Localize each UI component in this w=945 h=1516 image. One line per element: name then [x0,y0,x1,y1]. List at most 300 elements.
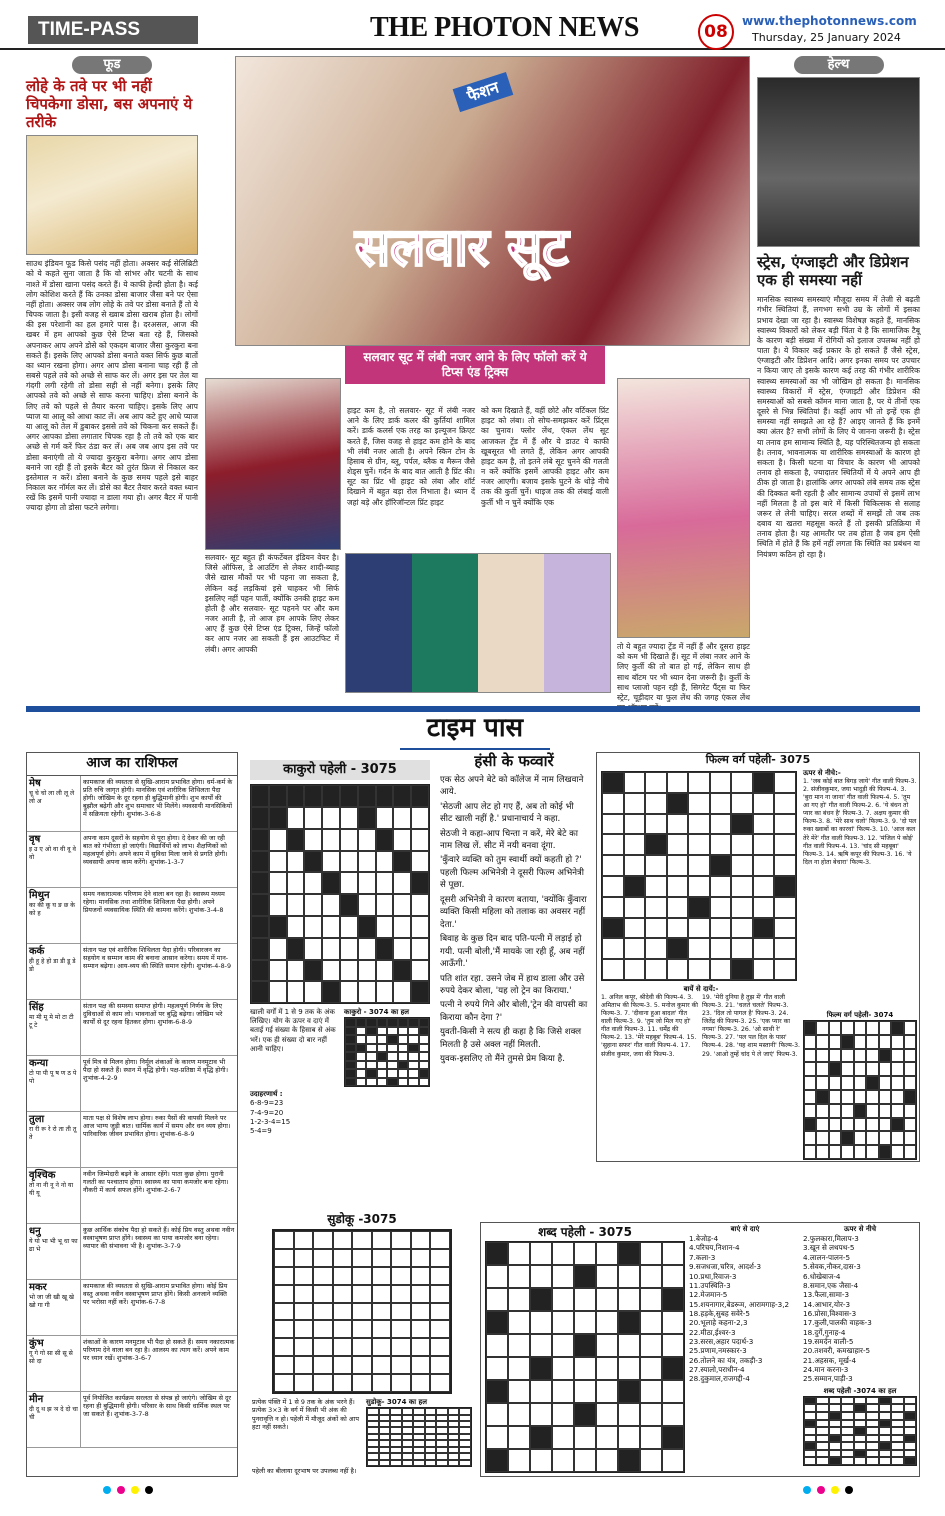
grid-cell[interactable] [904,1049,916,1063]
grid-cell[interactable] [618,1288,640,1311]
grid-cell[interactable] [804,1427,816,1435]
grid-cell[interactable] [333,1338,353,1356]
grid-cell[interactable] [530,1311,552,1334]
grid-cell[interactable] [358,829,376,851]
grid-cell[interactable] [879,1021,891,1035]
grid-cell[interactable] [774,918,796,939]
grid-cell[interactable] [413,1460,425,1466]
grid-cell[interactable] [333,1249,353,1267]
grid-cell[interactable] [804,1062,816,1076]
grid-cell[interactable] [287,960,305,982]
grid-cell[interactable] [313,1267,333,1285]
grid-cell[interactable] [645,855,667,876]
grid-cell[interactable] [667,814,689,835]
grid-cell[interactable] [398,1027,409,1036]
grid-cell[interactable] [274,1374,294,1392]
grid-cell[interactable] [879,1435,891,1443]
grid-cell[interactable] [274,1249,294,1267]
grid-cell[interactable] [866,1021,878,1035]
grid-cell[interactable] [356,1069,367,1078]
grid-cell[interactable] [624,959,646,980]
grid-cell[interactable] [710,959,732,980]
grid-cell[interactable] [904,1397,916,1405]
grid-cell[interactable] [411,1231,431,1249]
grid-cell[interactable] [774,897,796,918]
grid-cell[interactable] [854,1021,866,1035]
grid-cell[interactable] [322,916,340,938]
grid-cell[interactable] [269,960,287,982]
grid-cell[interactable] [879,1427,891,1435]
grid-cell[interactable] [393,981,411,1003]
grid-cell[interactable] [530,1242,552,1265]
grid-cell[interactable] [294,1249,314,1267]
grid-cell[interactable] [387,1052,398,1061]
grid-cell[interactable] [411,1320,431,1338]
grid-cell[interactable] [448,1460,460,1466]
grid-cell[interactable] [774,855,796,876]
grid-cell[interactable] [866,1442,878,1450]
grid-cell[interactable] [774,834,796,855]
grid-cell[interactable] [436,1460,448,1466]
grid-cell[interactable] [662,1403,684,1426]
grid-cell[interactable] [804,1131,816,1145]
grid-cell[interactable] [624,938,646,959]
grid-cell[interactable] [313,1320,333,1338]
grid-cell[interactable] [774,772,796,793]
grid-cell[interactable] [904,1420,916,1428]
grid-cell[interactable] [904,1442,916,1450]
grid-cell[interactable] [411,807,429,829]
grid-cell[interactable] [618,1265,640,1288]
grid-cell[interactable] [841,1420,853,1428]
grid-cell[interactable] [774,959,796,980]
grid-cell[interactable] [866,1427,878,1435]
grid-cell[interactable] [710,793,732,814]
grid-cell[interactable] [372,1338,392,1356]
grid-cell[interactable] [376,916,394,938]
grid-cell[interactable] [322,829,340,851]
grid-cell[interactable] [366,1078,377,1087]
grid-cell[interactable] [269,851,287,873]
grid-cell[interactable] [879,1118,891,1132]
grid-cell[interactable] [804,1404,816,1412]
grid-cell[interactable] [841,1021,853,1035]
grid-cell[interactable] [419,1044,430,1053]
grid-cell[interactable] [358,960,376,982]
grid-cell[interactable] [731,938,753,959]
grid-cell[interactable] [596,1403,618,1426]
grid-cell[interactable] [552,1311,574,1334]
grid-cell[interactable] [340,851,358,873]
grid-cell[interactable] [356,1061,367,1070]
grid-cell[interactable] [377,1078,388,1087]
grid-cell[interactable] [829,1404,841,1412]
grid-cell[interactable] [841,1090,853,1104]
grid-cell[interactable] [904,1104,916,1118]
grid-cell[interactable] [411,1303,431,1321]
grid-cell[interactable] [398,1044,409,1053]
grid-cell[interactable] [552,1242,574,1265]
grid-cell[interactable] [891,1442,903,1450]
grid-cell[interactable] [366,1061,377,1070]
grid-cell[interactable] [804,1076,816,1090]
grid-cell[interactable] [377,1035,388,1044]
grid-cell[interactable] [377,1069,388,1078]
grid-cell[interactable] [340,807,358,829]
grid-cell[interactable] [287,872,305,894]
grid-cell[interactable] [688,876,710,897]
grid-cell[interactable] [710,814,732,835]
grid-cell[interactable] [430,1303,450,1321]
grid-cell[interactable] [391,1374,411,1392]
grid-cell[interactable] [854,1076,866,1090]
grid-cell[interactable] [829,1420,841,1428]
grid-cell[interactable] [640,1242,662,1265]
grid-cell[interactable] [667,855,689,876]
grid-cell[interactable] [376,960,394,982]
grid-cell[interactable] [411,1338,431,1356]
grid-cell[interactable] [866,1090,878,1104]
grid-cell[interactable] [274,1320,294,1338]
grid-cell[interactable] [596,1357,618,1380]
grid-cell[interactable] [804,1412,816,1420]
grid-cell[interactable] [322,938,340,960]
grid-cell[interactable] [904,1021,916,1035]
grid-cell[interactable] [854,1062,866,1076]
grid-cell[interactable] [333,1303,353,1321]
grid-cell[interactable] [366,1035,377,1044]
grid-cell[interactable] [398,1069,409,1078]
grid-cell[interactable] [841,1049,853,1063]
grid-cell[interactable] [904,1035,916,1049]
grid-cell[interactable] [411,916,429,938]
grid-cell[interactable] [304,829,322,851]
grid-cell[interactable] [816,1435,828,1443]
grid-cell[interactable] [356,1052,367,1061]
grid-cell[interactable] [486,1357,508,1380]
grid-cell[interactable] [387,1061,398,1070]
grid-cell[interactable] [304,938,322,960]
grid-cell[interactable] [816,1049,828,1063]
grid-cell[interactable] [596,1426,618,1449]
grid-cell[interactable] [391,1267,411,1285]
grid-cell[interactable] [508,1242,530,1265]
grid-cell[interactable] [387,1027,398,1036]
grid-cell[interactable] [294,1303,314,1321]
grid-cell[interactable] [816,1404,828,1412]
grid-cell[interactable] [645,959,667,980]
grid-cell[interactable] [710,897,732,918]
grid-cell[interactable] [530,1403,552,1426]
grid-cell[interactable] [640,1311,662,1334]
grid-cell[interactable] [372,1320,392,1338]
grid-cell[interactable] [294,1338,314,1356]
grid-cell[interactable] [294,1374,314,1392]
grid-cell[interactable] [891,1435,903,1443]
grid-cell[interactable] [287,916,305,938]
grid-cell[interactable] [602,814,624,835]
grid-cell[interactable] [618,1403,640,1426]
grid-cell[interactable] [530,1380,552,1403]
grid-cell[interactable] [376,807,394,829]
grid-cell[interactable] [618,1426,640,1449]
grid-cell[interactable] [372,1374,392,1392]
grid-cell[interactable] [408,1078,419,1087]
grid-cell[interactable] [816,1442,828,1450]
grid-cell[interactable] [313,1338,333,1356]
grid-cell[interactable] [624,897,646,918]
grid-cell[interactable] [313,1303,333,1321]
grid-cell[interactable] [411,1249,431,1267]
grid-cell[interactable] [430,1374,450,1392]
grid-cell[interactable] [411,1267,431,1285]
grid-cell[interactable] [753,793,775,814]
grid-cell[interactable] [552,1403,574,1426]
grid-cell[interactable] [411,960,429,982]
grid-cell[interactable] [372,1231,392,1249]
grid-cell[interactable] [391,1231,411,1249]
grid-cell[interactable] [731,793,753,814]
grid-cell[interactable] [367,1460,379,1466]
grid-cell[interactable] [552,1449,574,1472]
grid-cell[interactable] [391,1285,411,1303]
grid-cell[interactable] [269,938,287,960]
grid-cell[interactable] [753,876,775,897]
grid-cell[interactable] [430,1231,450,1249]
grid-cell[interactable] [688,959,710,980]
grid-cell[interactable] [574,1311,596,1334]
grid-cell[interactable] [841,1442,853,1450]
grid-cell[interactable] [816,1118,828,1132]
grid-cell[interactable] [688,772,710,793]
grid-cell[interactable] [486,1288,508,1311]
grid-cell[interactable] [366,1052,377,1061]
grid-cell[interactable] [287,894,305,916]
grid-cell[interactable] [879,1104,891,1118]
grid-cell[interactable] [640,1334,662,1357]
grid-cell[interactable] [829,1049,841,1063]
grid-cell[interactable] [841,1404,853,1412]
grid-cell[interactable] [274,1231,294,1249]
grid-cell[interactable] [816,1420,828,1428]
grid-cell[interactable] [804,1145,816,1159]
grid-cell[interactable] [596,1449,618,1472]
grid-cell[interactable] [854,1435,866,1443]
grid-cell[interactable] [624,793,646,814]
grid-cell[interactable] [866,1412,878,1420]
grid-cell[interactable] [419,1078,430,1087]
grid-cell[interactable] [398,1078,409,1087]
grid-cell[interactable] [804,1049,816,1063]
grid-cell[interactable] [731,855,753,876]
grid-cell[interactable] [358,981,376,1003]
grid-cell[interactable] [425,1460,437,1466]
grid-cell[interactable] [891,1131,903,1145]
grid-cell[interactable] [340,829,358,851]
grid-cell[interactable] [624,772,646,793]
grid-cell[interactable] [574,1357,596,1380]
grid-cell[interactable] [774,938,796,959]
grid-cell[interactable] [804,1090,816,1104]
grid-cell[interactable] [618,1334,640,1357]
grid-cell[interactable] [829,1427,841,1435]
grid-cell[interactable] [866,1062,878,1076]
grid-cell[interactable] [366,1044,377,1053]
grid-cell[interactable] [313,1231,333,1249]
grid-cell[interactable] [816,1427,828,1435]
grid-cell[interactable] [816,1062,828,1076]
grid-cell[interactable] [640,1288,662,1311]
grid-cell[interactable] [352,1231,372,1249]
grid-cell[interactable] [829,1104,841,1118]
grid-cell[interactable] [804,1457,816,1465]
grid-cell[interactable] [753,897,775,918]
grid-cell[interactable] [552,1288,574,1311]
grid-cell[interactable] [866,1457,878,1465]
grid-cell[interactable] [841,1104,853,1118]
grid-cell[interactable] [804,1435,816,1443]
grid-cell[interactable] [731,876,753,897]
grid-cell[interactable] [552,1357,574,1380]
grid-cell[interactable] [596,1380,618,1403]
grid-cell[interactable] [398,1052,409,1061]
grid-cell[interactable] [829,1442,841,1450]
grid-cell[interactable] [602,897,624,918]
grid-cell[interactable] [904,1062,916,1076]
grid-cell[interactable] [333,1231,353,1249]
grid-cell[interactable] [398,1035,409,1044]
grid-cell[interactable] [376,872,394,894]
grid-cell[interactable] [552,1334,574,1357]
grid-cell[interactable] [596,1288,618,1311]
grid-cell[interactable] [340,916,358,938]
grid-cell[interactable] [891,1049,903,1063]
grid-cell[interactable] [486,1403,508,1426]
grid-cell[interactable] [816,1131,828,1145]
grid-cell[interactable] [904,1450,916,1458]
grid-cell[interactable] [662,1334,684,1357]
grid-cell[interactable] [841,1145,853,1159]
grid-cell[interactable] [624,834,646,855]
grid-cell[interactable] [645,938,667,959]
grid-cell[interactable] [854,1035,866,1049]
grid-cell[interactable] [816,1450,828,1458]
grid-cell[interactable] [645,814,667,835]
grid-cell[interactable] [891,1076,903,1090]
grid-cell[interactable] [340,938,358,960]
grid-cell[interactable] [372,1267,392,1285]
grid-cell[interactable] [866,1435,878,1443]
grid-cell[interactable] [688,855,710,876]
grid-cell[interactable] [866,1145,878,1159]
grid-cell[interactable] [352,1285,372,1303]
grid-cell[interactable] [486,1334,508,1357]
grid-cell[interactable] [645,772,667,793]
grid-cell[interactable] [596,1334,618,1357]
grid-cell[interactable] [402,1460,414,1466]
grid-cell[interactable] [411,894,429,916]
grid-cell[interactable] [508,1403,530,1426]
grid-cell[interactable] [408,1035,419,1044]
grid-cell[interactable] [574,1380,596,1403]
grid-cell[interactable] [866,1118,878,1132]
grid-cell[interactable] [508,1380,530,1403]
grid-cell[interactable] [891,1104,903,1118]
grid-cell[interactable] [486,1426,508,1449]
grid-cell[interactable] [377,1027,388,1036]
grid-cell[interactable] [753,959,775,980]
grid-cell[interactable] [508,1357,530,1380]
grid-cell[interactable] [304,916,322,938]
grid-cell[interactable] [710,876,732,897]
grid-cell[interactable] [624,918,646,939]
grid-cell[interactable] [322,960,340,982]
grid-cell[interactable] [753,938,775,959]
grid-cell[interactable] [645,876,667,897]
grid-cell[interactable] [688,918,710,939]
grid-cell[interactable] [390,1460,402,1466]
grid-cell[interactable] [508,1311,530,1334]
grid-cell[interactable] [408,1069,419,1078]
grid-cell[interactable] [372,1249,392,1267]
grid-cell[interactable] [430,1338,450,1356]
grid-cell[interactable] [411,1356,431,1374]
grid-cell[interactable] [774,814,796,835]
grid-cell[interactable] [879,1076,891,1090]
grid-cell[interactable] [377,1061,388,1070]
grid-cell[interactable] [841,1062,853,1076]
grid-cell[interactable] [376,894,394,916]
grid-cell[interactable] [774,793,796,814]
grid-cell[interactable] [287,851,305,873]
grid-cell[interactable] [358,938,376,960]
grid-cell[interactable] [879,1412,891,1420]
grid-cell[interactable] [358,851,376,873]
grid-cell[interactable] [645,793,667,814]
grid-cell[interactable] [879,1090,891,1104]
grid-cell[interactable] [304,981,322,1003]
grid-cell[interactable] [352,1338,372,1356]
grid-cell[interactable] [387,1069,398,1078]
grid-cell[interactable] [829,1131,841,1145]
grid-cell[interactable] [662,1265,684,1288]
grid-cell[interactable] [372,1285,392,1303]
grid-cell[interactable] [731,897,753,918]
grid-cell[interactable] [408,1052,419,1061]
grid-cell[interactable] [486,1265,508,1288]
grid-cell[interactable] [866,1131,878,1145]
grid-cell[interactable] [866,1397,878,1405]
website-link[interactable]: www.thephotonnews.com [742,14,917,28]
grid-cell[interactable] [287,807,305,829]
grid-cell[interactable] [411,1374,431,1392]
grid-cell[interactable] [574,1449,596,1472]
grid-cell[interactable] [891,1145,903,1159]
grid-cell[interactable] [602,834,624,855]
grid-cell[interactable] [879,1062,891,1076]
grid-cell[interactable] [662,1242,684,1265]
grid-cell[interactable] [274,1338,294,1356]
grid-cell[interactable] [377,1044,388,1053]
grid-cell[interactable] [891,1420,903,1428]
grid-cell[interactable] [753,814,775,835]
grid-cell[interactable] [841,1397,853,1405]
grid-cell[interactable] [596,1242,618,1265]
grid-cell[interactable] [904,1145,916,1159]
grid-cell[interactable] [269,894,287,916]
grid-cell[interactable] [391,1338,411,1356]
grid-cell[interactable] [640,1449,662,1472]
